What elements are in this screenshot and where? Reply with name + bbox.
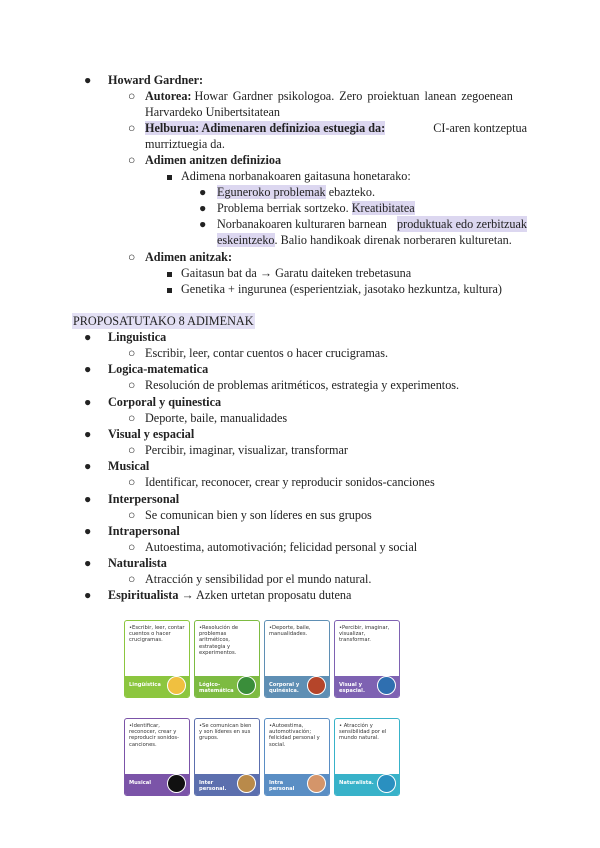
card-label: Naturalista. [339, 780, 374, 786]
card-label: Musical [129, 780, 152, 786]
card-footer [195, 676, 259, 697]
bullet-circle: ○ [128, 250, 136, 264]
section-title-howard: Howard Gardner: [108, 73, 204, 87]
list-item-espiritualista: Espiritualista → Azken urtetan proposatu dutena [108, 588, 352, 602]
card-text: •Escribir, leer, contar cuentos o hacer crucigramas. [129, 625, 185, 644]
intelligence-card [334, 718, 400, 796]
card-text: •Resolución de problemas aritméticos, estrategia y experimentos. [199, 625, 239, 656]
intelligence-card [124, 718, 190, 796]
card-text: •Percibir, imaginar, visualizar, transformar. [339, 625, 390, 644]
card-illustration-icon [377, 774, 396, 793]
bullet-dot: ● [84, 459, 92, 474]
intelligence-card [194, 718, 260, 796]
autorea-line-2: Harvardeko Unibertsitatean [145, 105, 281, 119]
bullet-dot: ● [84, 588, 92, 602]
card-footer [125, 774, 189, 795]
bullet-circle: ○ [128, 507, 136, 522]
bullet-circle: ○ [128, 89, 136, 103]
card-illustration-icon [237, 676, 256, 695]
bullet-square [167, 168, 172, 184]
card-footer [125, 676, 189, 697]
card-illustration-icon [307, 774, 326, 793]
intelligences-infographic [124, 620, 398, 796]
bullet-dot: ● [84, 491, 92, 506]
card-text: • Atracción y sensibilidad por el mundo natural. [339, 723, 387, 742]
card-footer [335, 774, 399, 795]
bullet-circle: ○ [128, 442, 136, 457]
card-label: Intra personal [269, 780, 295, 792]
autorea-line: Autorea: Howar Gardner psikologoa. Zero proiektuan lanean zegoenean [145, 89, 513, 103]
card-illustration-icon [167, 774, 186, 793]
bullet-circle: ○ [128, 572, 136, 587]
card-label: Inter personal. [199, 780, 227, 792]
intelligence-card [264, 718, 330, 796]
card-text: •Se comunican bien y son líderes en sus grupos. [199, 723, 252, 742]
intelligence-name: Linguistica [108, 330, 167, 344]
intelligence-desc: Identificar, reconocer, crear y reproducir sonidos-canciones [145, 475, 435, 490]
intelligence-card [124, 620, 190, 698]
bullet-dot: ● [84, 426, 92, 441]
bullet-dot: ● [84, 73, 92, 87]
card-footer [195, 774, 259, 795]
card-illustration-icon [377, 676, 396, 695]
bullet-dot: ● [199, 217, 207, 231]
intelligence-card [334, 620, 400, 698]
list-item-cont: eskeintzeko. Balio handikoak direnak norberaren kulturetan. [217, 233, 512, 247]
card-label: Corporal y quinésica. [269, 682, 300, 694]
intelligence-name: Logica-matematica [108, 362, 209, 377]
bullet-circle: ○ [128, 346, 136, 360]
intelligence-name: Corporal y quinestica [108, 394, 222, 409]
list-item: Eguneroko problemak ebazteko. [217, 185, 376, 199]
bullet-dot: ● [84, 330, 92, 344]
adimen-anitzak-label: Adimen anitzak: [145, 250, 233, 264]
card-footer [335, 676, 399, 697]
bullet-dot: ● [84, 523, 92, 538]
card-text: •Deporte, baile, manualidades. [269, 625, 311, 638]
bullet-dot: ● [84, 394, 92, 409]
anitz-item: Genetika + ingurunea (esperientziak, jasotako hezkuntza, kultura) [181, 282, 502, 296]
anitz-item: Gaitasun bat da → Garatu daiteken trebetasuna [181, 266, 412, 280]
card-label: Lingüística [129, 682, 161, 688]
bullet-square [167, 265, 172, 281]
helburua-line: Helburua: Adimenaren definizioa estuegia da: CI-aren kontzeptua [145, 121, 527, 135]
intelligence-desc: Escribir, leer, contar cuentos o hacer crucigramas. [145, 346, 388, 360]
bullet-circle: ○ [128, 410, 136, 425]
intelligence-desc: Autoestima, automotivación; felicidad personal y social [145, 539, 418, 554]
card-illustration-icon [237, 774, 256, 793]
intelligence-desc: Percibir, imaginar, visualizar, transformar [145, 442, 348, 457]
bullet-circle: ○ [128, 121, 136, 135]
intelligence-name: Naturalista [108, 556, 167, 571]
bullet-dot: ● [84, 556, 92, 571]
bullet-circle: ○ [128, 153, 136, 167]
bullet-dot: ● [199, 201, 207, 215]
card-label: Lógico-matemática [199, 682, 234, 694]
intelligence-name: Visual y espacial [108, 426, 195, 441]
bullet-circle: ○ [128, 378, 136, 393]
intelligence-card [194, 620, 260, 698]
list-item: Norbanakoaren kulturaren barnean produktuak edo zerbitzuak [217, 217, 527, 231]
intelligence-name: Musical [108, 459, 150, 474]
bullet-square [167, 281, 172, 297]
intelligence-card [264, 620, 330, 698]
section-title-adimenak: PROPOSATUTAKO 8 ADIMENAK [73, 314, 254, 328]
card-label: Visual y espacial. [339, 682, 365, 694]
intelligence-desc: Atracción y sensibilidad por el mundo natural. [145, 572, 372, 587]
intelligence-desc: Se comunican bien y son líderes en sus grupos [145, 507, 372, 522]
card-footer [265, 774, 329, 795]
card-illustration-icon [307, 676, 326, 695]
intelligence-name: Interpersonal [108, 491, 180, 506]
bullet-circle: ○ [128, 539, 136, 554]
helburua-line-2: murriztuegia da. [145, 137, 225, 151]
bullet-dot: ● [199, 185, 207, 199]
intelligence-name: Intrapersonal [108, 523, 180, 538]
bullet-circle: ○ [128, 475, 136, 490]
card-text: •Autoestima, automotivación; felicidad personal y social. [269, 723, 320, 748]
card-footer [265, 676, 329, 697]
intelligence-desc: Deporte, baile, manualidades [145, 410, 288, 425]
adimena-text: Adimena norbanakoaren gaitasuna honetarako: [181, 169, 411, 183]
adimen-def-label: Adimen anitzen definizioa [145, 153, 282, 167]
bullet-dot: ● [84, 362, 92, 377]
card-illustration-icon [167, 676, 186, 695]
list-item: Problema berriak sortzeko. Kreatibitatea [217, 201, 415, 215]
intelligence-desc: Resolución de problemas aritméticos, estrategia y experimentos. [145, 378, 460, 393]
card-text: •Identificar, reconocer, crear y reproducir sonidos-canciones. [129, 723, 179, 748]
